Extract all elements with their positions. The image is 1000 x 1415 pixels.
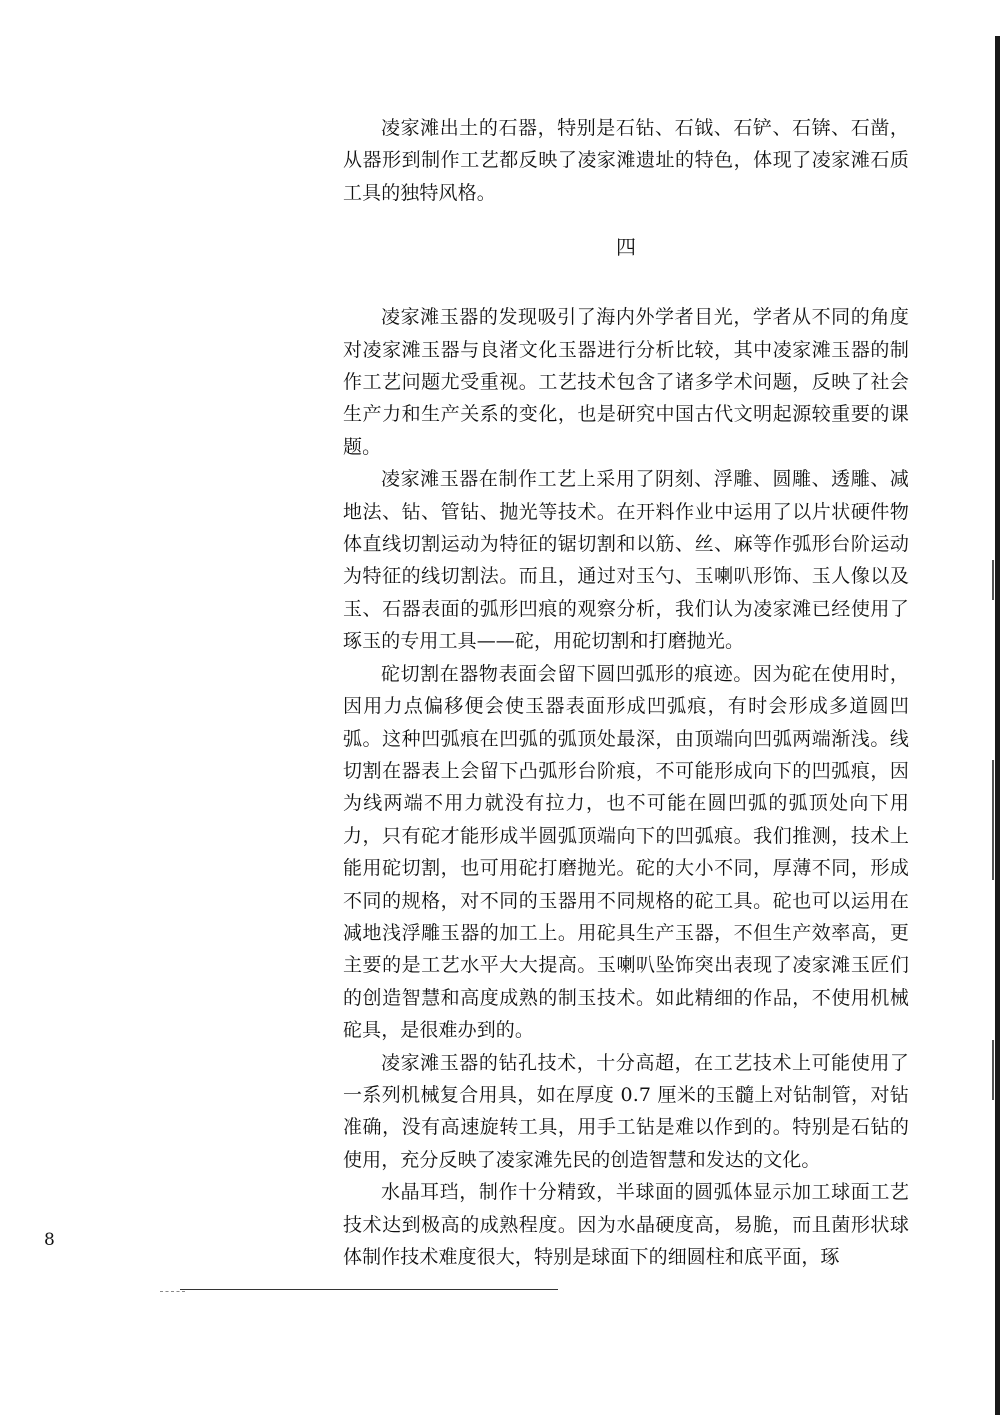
paragraph-stone-tools: 凌家滩出土的石器，特别是石钻、石钺、石铲、石锛、石凿，从器形到制作工艺都反映了凌家滩遗址的特色，体现了凌家滩石质工具的独特风格。 — [343, 117, 909, 204]
footer-rule-faint — [160, 1291, 185, 1292]
scan-edge-border — [995, 36, 1000, 1415]
body-text — [343, 112, 909, 1273]
paragraph-jade-research: 凌家滩玉器的发现吸引了海内外学者目光，学者从不同的角度对凌家滩玉器与良渚文化玉器进行分析比较，其中凌家滩玉器的制作工艺问题尤受重视。工艺技术包含了诸多学术问题，反映了社会生产力和生产关系的变化，也是研究中国古代文明起源较重要的课题。 — [343, 306, 909, 458]
scan-edge-speck — [992, 760, 994, 880]
scan-edge-speck — [992, 1040, 994, 1100]
paragraph-drilling: 凌家滩玉器的钻孔技术，十分高超，在工艺技术上可能使用了一系列机械复合用具，如在厚度 0.7 厘米的玉髓上对钻制管，对钻准确，没有高速旋转工具，用手工钻是难以作到的。特别是石钻的使用，充分反映了凌家滩先民的创造智慧和发达的文化。 — [343, 1051, 909, 1171]
page-number: 8 — [44, 1230, 55, 1250]
section-heading: 四 — [616, 235, 636, 260]
spacer — [343, 209, 909, 231]
paragraph-tuo-cutting: 砣切割在器物表面会留下圆凹弧形的痕迹。因为砣在使用时，因用力点偏移便会使玉器表面形成凹弧痕，有时会形成多道圆凹弧。这种凹弧痕在凹弧的弧顶处最深，由顶端向凹弧两端渐浅。线切割在器表上会留下凸弧形台阶痕，不可能形成向下的凹弧痕，因为线两端不用力就没有拉力，也不可能在圆凹弧的弧顶处向下用力，只有砣才能形成半圆弧顶端向下的凹弧痕。我们推测，技术上能用砣切割，也可用砣打磨抛光。砣的大小不同，厚薄不同，形成不同的规格，对不同的玉器用不同规格的砣工具。砣也可以运用在减地浅浮雕玉器的加工上。用砣具生产玉器，不但生产效率高，更主要的是工艺水平大大提高。玉喇叭坠饰突出表现了凌家滩玉匠们的创造智慧和高度成熟的制玉技术。如此精细的作品，不使用机械砣具，是很难办到的。 — [343, 662, 909, 1042]
footer-rule — [180, 1289, 558, 1290]
paragraph-crystal-earring: 水晶耳珰，制作十分精致，半球面的圆弧体显示加工球面工艺技术达到极高的成熟程度。因为水晶硬度高，易脆，而且菌形状球体制作技术难度很大，特别是球面下的细圆柱和底平面，琢 — [343, 1181, 909, 1268]
scan-edge-speck — [992, 560, 994, 600]
paragraph-jade-techniques: 凌家滩玉器在制作工艺上采用了阴刻、浮雕、圆雕、透雕、减地法、钻、管钻、抛光等技术。在开料作业中运用了以片状硬件物体直线切割运动为特征的锯切割和以筋、丝、麻等作弧形台阶运动为特征的线切割法。而且，通过对玉勺、玉喇叭形饰、玉人像以及玉、石器表面的弧形凹痕的观察分析，我们认为凌家滩已经使用了琢玉的专用工具——砣，用砣切割和打磨抛光。 — [343, 468, 909, 653]
spacer — [343, 263, 909, 301]
